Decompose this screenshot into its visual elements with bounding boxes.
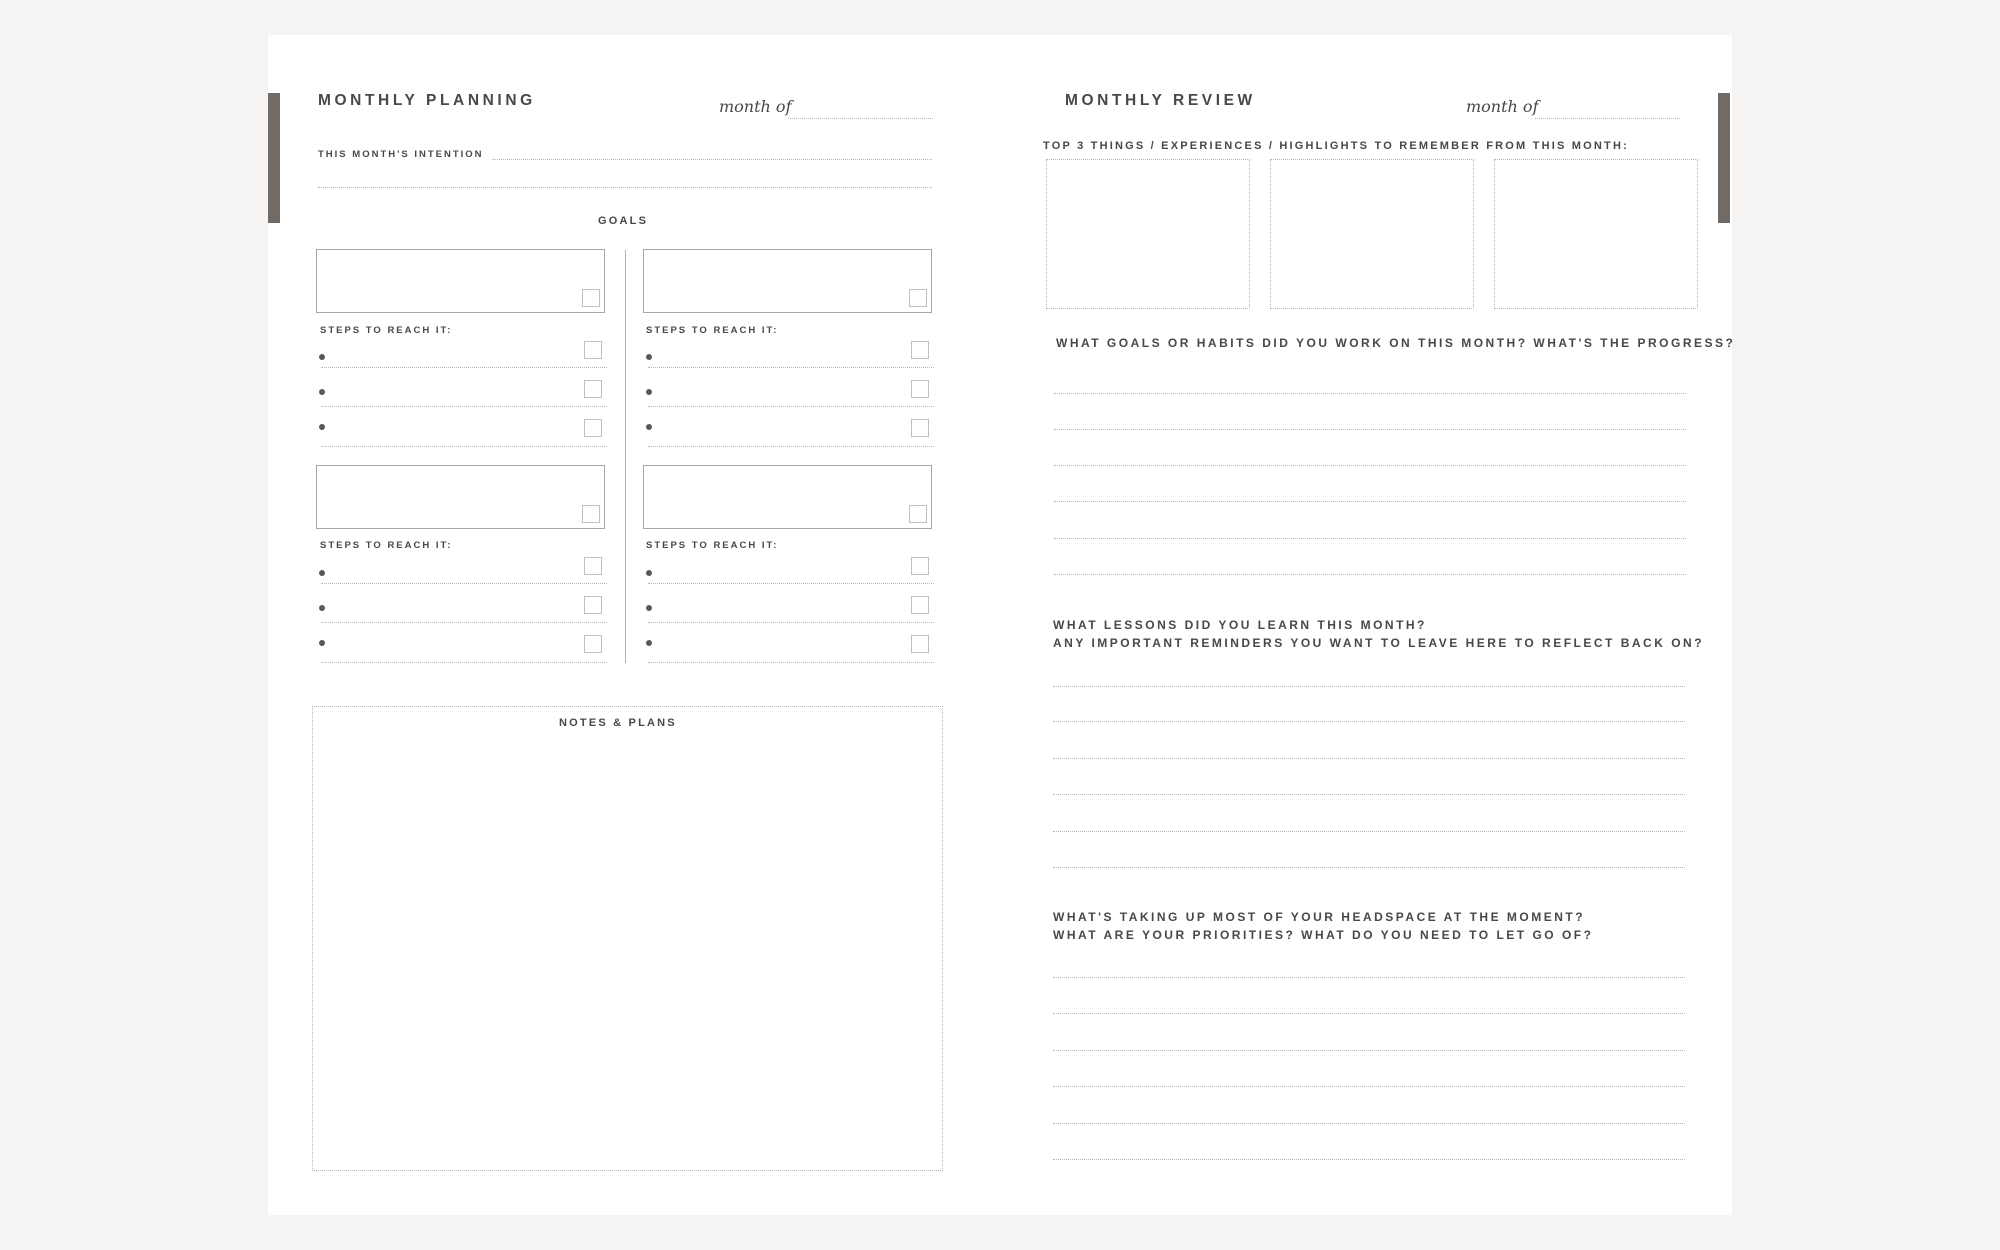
goals-progress-line-6[interactable] xyxy=(1054,574,1686,575)
lessons-line-3[interactable] xyxy=(1053,758,1685,759)
lessons-question xyxy=(1053,617,1704,652)
lessons-line-6[interactable] xyxy=(1053,867,1685,868)
goal-1-step-2-line[interactable] xyxy=(321,406,607,407)
headspace-question-line-2: WHAT ARE YOUR PRIORITIES? WHAT DO YOU NEED TO LET GO OF? xyxy=(1053,927,1594,942)
goal-4-step-1-checkbox[interactable] xyxy=(911,557,929,575)
review-month-field[interactable] xyxy=(1535,118,1680,119)
goal-3-checkbox[interactable] xyxy=(582,505,600,523)
goal-3-step-2-line[interactable] xyxy=(321,622,607,623)
planning-month-label: month of xyxy=(719,97,792,116)
goal-3-box[interactable] xyxy=(316,465,605,529)
goal-4-step-3-line[interactable] xyxy=(648,662,934,663)
goal-1-step-1-checkbox[interactable] xyxy=(584,341,602,359)
goal-1-step-1-bullet xyxy=(319,354,325,360)
highlights-label: TOP 3 THINGS / EXPERIENCES / HIGHLIGHTS TO REMEMBER FROM THIS MONTH: xyxy=(1043,140,1629,152)
highlight-box-1[interactable] xyxy=(1046,159,1250,309)
goals-progress-line-2[interactable] xyxy=(1054,429,1686,430)
review-month-label: month of xyxy=(1466,97,1539,116)
highlight-box-2[interactable] xyxy=(1270,159,1474,309)
goal-2-step-1-bullet xyxy=(646,354,652,360)
goal-1-steps-label: STEPS TO REACH IT: xyxy=(320,325,453,336)
goal-1-step-2-bullet xyxy=(319,389,325,395)
goal-2-checkbox[interactable] xyxy=(909,289,927,307)
goal-1-box[interactable] xyxy=(316,249,605,313)
lessons-line-4[interactable] xyxy=(1053,794,1685,795)
highlight-box-3[interactable] xyxy=(1494,159,1698,309)
headspace-line-5[interactable] xyxy=(1053,1123,1685,1124)
headspace-line-6[interactable] xyxy=(1053,1159,1685,1160)
goal-2-box[interactable] xyxy=(643,249,932,313)
goal-2-steps-label: STEPS TO REACH IT: xyxy=(646,325,779,336)
goal-3-step-2-checkbox[interactable] xyxy=(584,596,602,614)
goal-1-step-3-bullet xyxy=(319,424,325,430)
headspace-question xyxy=(1053,909,1593,944)
lessons-question-line-1: WHAT LESSONS DID YOU LEARN THIS MONTH? xyxy=(1053,618,1427,632)
lessons-question-line-2: ANY IMPORTANT REMINDERS YOU WANT TO LEAVE HERE TO REFLECT BACK ON? xyxy=(1053,635,1705,650)
headspace-line-2[interactable] xyxy=(1053,1013,1685,1014)
goal-4-step-2-checkbox[interactable] xyxy=(911,596,929,614)
goal-3-step-3-line[interactable] xyxy=(321,662,607,663)
goal-3-step-1-bullet xyxy=(319,570,325,576)
goal-4-step-3-checkbox[interactable] xyxy=(911,635,929,653)
goal-4-step-2-bullet xyxy=(646,605,652,611)
goal-4-step-2-line[interactable] xyxy=(648,622,934,623)
goals-progress-line-4[interactable] xyxy=(1054,501,1686,502)
goal-3-step-3-checkbox[interactable] xyxy=(584,635,602,653)
headspace-line-3[interactable] xyxy=(1053,1050,1685,1051)
goal-2-step-1-checkbox[interactable] xyxy=(911,341,929,359)
goal-3-step-1-checkbox[interactable] xyxy=(584,557,602,575)
goal-1-step-1-line[interactable] xyxy=(321,367,607,368)
goal-3-step-1-line[interactable] xyxy=(321,583,607,584)
goals-progress-line-3[interactable] xyxy=(1054,465,1686,466)
goal-1-checkbox[interactable] xyxy=(582,289,600,307)
goal-4-step-1-bullet xyxy=(646,570,652,576)
goal-2-step-3-checkbox[interactable] xyxy=(911,419,929,437)
goal-4-checkbox[interactable] xyxy=(909,505,927,523)
goal-1-step-3-line[interactable] xyxy=(321,446,607,447)
headspace-line-1[interactable] xyxy=(1053,977,1685,978)
intention-line-1[interactable] xyxy=(492,159,932,160)
headspace-line-4[interactable] xyxy=(1053,1086,1685,1087)
goal-4-steps-label: STEPS TO REACH IT: xyxy=(646,540,779,551)
goal-2-step-1-line[interactable] xyxy=(648,367,934,368)
notes-title: NOTES & PLANS xyxy=(559,717,677,729)
lessons-line-1[interactable] xyxy=(1053,686,1685,687)
lessons-line-5[interactable] xyxy=(1053,831,1685,832)
goal-2-step-2-checkbox[interactable] xyxy=(911,380,929,398)
notes-box[interactable] xyxy=(312,706,943,1171)
goal-1-step-2-checkbox[interactable] xyxy=(584,380,602,398)
planning-month-field[interactable] xyxy=(788,118,933,119)
goal-2-step-3-bullet xyxy=(646,424,652,430)
right-page-tab xyxy=(1718,93,1730,223)
goals-divider xyxy=(625,250,626,663)
goal-1-step-3-checkbox[interactable] xyxy=(584,419,602,437)
goal-2-step-2-bullet xyxy=(646,389,652,395)
intention-line-2[interactable] xyxy=(318,187,932,188)
goals-title: GOALS xyxy=(598,215,649,227)
goal-3-steps-label: STEPS TO REACH IT: xyxy=(320,540,453,551)
goal-4-step-3-bullet xyxy=(646,640,652,646)
intention-label: THIS MONTH'S INTENTION xyxy=(318,149,484,160)
goal-3-step-2-bullet xyxy=(319,605,325,611)
headspace-question-line-1: WHAT'S TAKING UP MOST OF YOUR HEADSPACE AT THE MOMENT? xyxy=(1053,910,1586,924)
lessons-line-2[interactable] xyxy=(1053,721,1685,722)
left-page-tab xyxy=(268,93,280,223)
goal-4-step-1-line[interactable] xyxy=(648,583,934,584)
goals-progress-line-1[interactable] xyxy=(1054,393,1686,394)
goal-4-box[interactable] xyxy=(643,465,932,529)
planning-title: MONTHLY PLANNING xyxy=(318,92,536,109)
goals-progress-line-5[interactable] xyxy=(1054,538,1686,539)
goals-progress-question: WHAT GOALS OR HABITS DID YOU WORK ON THIS MONTH? WHAT'S THE PROGRESS? xyxy=(1056,336,1736,350)
goal-3-step-3-bullet xyxy=(319,640,325,646)
goal-2-step-3-line[interactable] xyxy=(648,446,934,447)
review-title: MONTHLY REVIEW xyxy=(1065,92,1256,109)
goal-2-step-2-line[interactable] xyxy=(648,406,934,407)
